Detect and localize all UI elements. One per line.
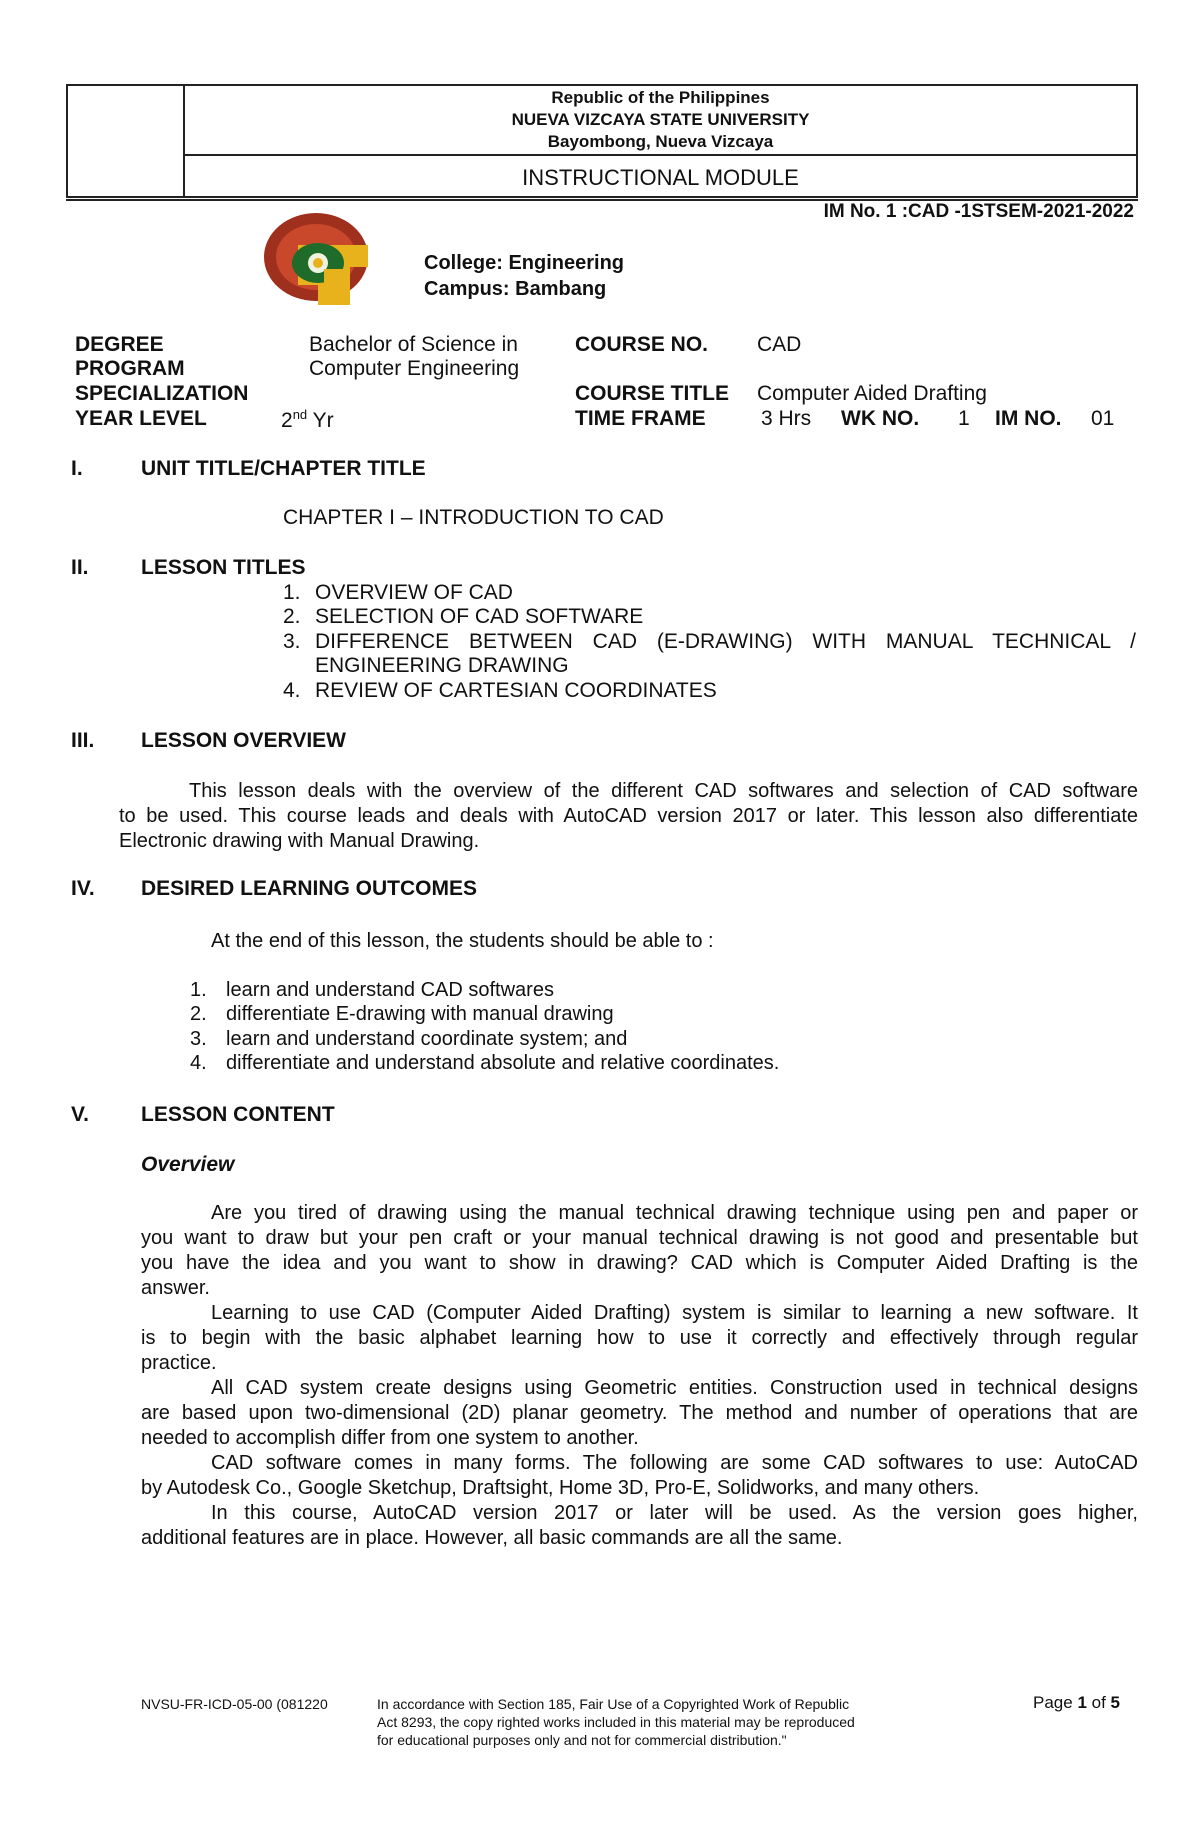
- lesson-title-item: 3. DIFFERENCE BETWEEN CAD (E-DRAWING) WITH MANUAL TECHNICAL /: [283, 630, 1136, 653]
- header-empty-cell: [68, 86, 185, 196]
- outcome-item: 1. learn and understand CAD softwares: [190, 979, 554, 1001]
- overview-subtitle: Overview: [141, 1153, 235, 1176]
- outcome-item: 2. differentiate E-drawing with manual drawing: [190, 1003, 614, 1025]
- wk-no-label: WK NO.: [841, 407, 920, 430]
- content-line: All CAD system create designs using Geometric entities. Construction used in technical designs: [211, 1377, 1138, 1399]
- header-divider: [183, 154, 1136, 156]
- content-line: is to begin with the basic alphabet learning how to use it correctly and effectively through regular: [141, 1327, 1138, 1349]
- content-line: answer.: [141, 1277, 210, 1299]
- degree-value-2: Computer Engineering: [309, 357, 520, 380]
- lesson-title-item: 2. SELECTION OF CAD SOFTWARE: [283, 605, 644, 628]
- course-title-value: Computer Aided Drafting: [757, 382, 987, 405]
- degree-value-1: Bachelor of Science in: [309, 333, 518, 356]
- header-republic: Republic of the Philippines: [551, 88, 770, 107]
- content-line: you have the idea and you want to show in drawing? CAD which is Computer Aided Drafting is the: [141, 1252, 1138, 1274]
- wk-no-value: 1: [958, 407, 970, 430]
- section-4-title: DESIRED LEARNING OUTCOMES: [141, 877, 478, 900]
- content-line: Are you tired of drawing using the manual technical drawing technique using pen and paper or: [211, 1202, 1138, 1224]
- lesson-title-item-continued: ENGINEERING DRAWING: [315, 654, 569, 677]
- time-frame-label: TIME FRAME: [575, 407, 706, 430]
- content-line: practice.: [141, 1352, 217, 1374]
- university-seal-logo: [258, 205, 390, 315]
- year-level-label: YEAR LEVEL: [75, 407, 207, 430]
- campus-line: Campus: Bambang: [424, 278, 607, 300]
- content-line: In this course, AutoCAD version 2017 or later will be used. As the version goes higher,: [211, 1502, 1138, 1524]
- section-4-number: IV.: [71, 877, 95, 900]
- lesson-title-item: 4. REVIEW OF CARTESIAN COORDINATES: [283, 679, 717, 702]
- header-location: Bayombong, Nueva Vizcaya: [547, 132, 774, 151]
- specialization-label: SPECIALIZATION: [75, 382, 249, 405]
- section-1-title: UNIT TITLE/CHAPTER TITLE: [141, 457, 426, 480]
- lesson-title-item: 1. OVERVIEW OF CAD: [283, 581, 513, 604]
- header-university: NUEVA VIZCAYA STATE UNIVERSITY: [511, 110, 810, 129]
- college-line: College: Engineering: [424, 252, 625, 274]
- footer-copyright-notice: In accordance with Section 185, Fair Use of a Copyrighted Work of Republic Act 8293, the copy righted works included in this material may be reproduced for educational purposes only and not for commercial distribution.": [377, 1696, 855, 1748]
- section-3-number: III.: [71, 729, 95, 752]
- section-5-title: LESSON CONTENT: [141, 1103, 335, 1126]
- page-indicator: Page 1 of 5: [1033, 1693, 1120, 1712]
- outcomes-intro: At the end of this lesson, the students should be able to :: [211, 930, 714, 952]
- lesson-overview-paragraph: This lesson deals with the overview of the different CAD softwares and selection of CAD software to be used. This course leads and deals with AutoCAD version 2017 or later. This lesson also differentiate Electronic drawing with Manual Drawing.: [119, 780, 1138, 852]
- degree-label: DEGREE: [75, 333, 164, 356]
- footer-form-code: NVSU-FR-ICD-05-00 (081220: [141, 1696, 328, 1712]
- outcome-item: 3. learn and understand coordinate system; and: [190, 1028, 628, 1050]
- document-header: [66, 84, 1138, 198]
- section-2-title: LESSON TITLES: [141, 556, 306, 579]
- section-2-number: II.: [71, 556, 89, 579]
- content-line: by Autodesk Co., Google Sketchup, Draftsight, Home 3D, Pro-E, Solidworks, and many others.: [141, 1477, 980, 1499]
- section-1-number: I.: [71, 457, 83, 480]
- course-no-label: COURSE NO.: [575, 333, 709, 356]
- im-number: IM No. 1 :CAD -1STSEM-2021-2022: [823, 201, 1134, 222]
- content-line: CAD software comes in many forms. The following are some CAD softwares to use: AutoCAD: [211, 1452, 1138, 1474]
- course-no-value: CAD: [757, 333, 802, 356]
- time-frame-value: 3 Hrs: [761, 407, 812, 430]
- course-title-label: COURSE TITLE: [575, 382, 730, 405]
- year-level-value: 2nd Yr: [281, 407, 334, 432]
- section-3-title: LESSON OVERVIEW: [141, 729, 346, 752]
- chapter-title: CHAPTER I – INTRODUCTION TO CAD: [283, 506, 664, 529]
- program-label: PROGRAM: [75, 357, 185, 380]
- header-module-title: INSTRUCTIONAL MODULE: [522, 165, 799, 190]
- lesson-content-body: [141, 1201, 1138, 1551]
- content-line: Learning to use CAD (Computer Aided Drafting) system is similar to learning a new software. It: [211, 1302, 1138, 1324]
- content-line: are based upon two-dimensional (2D) planar geometry. The method and number of operations that are: [141, 1402, 1138, 1424]
- outcome-item: 4. differentiate and understand absolute and relative coordinates.: [190, 1052, 780, 1074]
- content-line: additional features are in place. However, all basic commands are all the same.: [141, 1527, 843, 1549]
- content-line: needed to accomplish differ from one system to another.: [141, 1427, 639, 1449]
- section-5-number: V.: [71, 1103, 89, 1126]
- im-no-value: 01: [1091, 407, 1115, 430]
- im-no-label: IM NO.: [995, 407, 1062, 430]
- content-line: you want to draw but your pen craft or your manual technical drawing is not good and presentable but: [141, 1227, 1138, 1249]
